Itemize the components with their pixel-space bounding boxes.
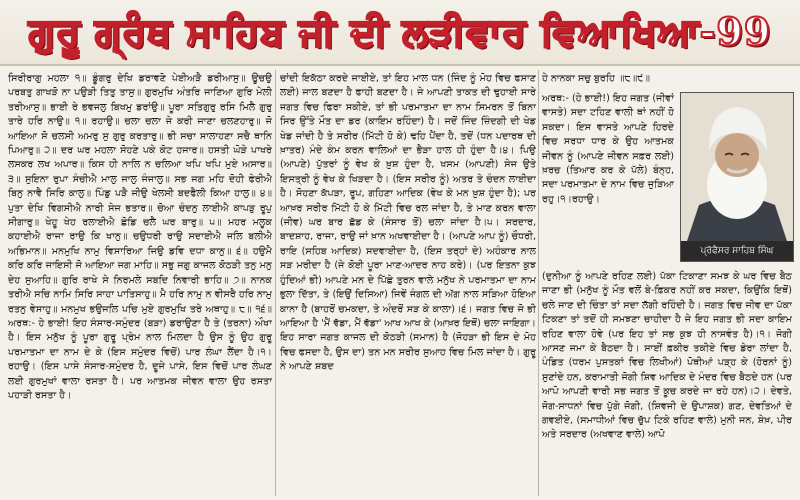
column-3-continued-text: (ਦੁਨੀਆ ਨੂੰ ਆਪਣੇ ਰਹਿਣ ਲਈ) ਪੱਕਾ ਟਿਕਾਣਾ ਸਮਝ ਕੇ ਘਰ ਵਿਚ ਬੈਠ ਜਾਣਾ ਭੀ (ਮਨੁੱਖ ਨੂੰ ਮੌਤ ਵਲੋਂ ਬੇ-ਫ਼ਿਕਰ ਨਹੀਂ ਕਰ ਸਕਦਾ, ਕਿਉਂਕਿ ਇਥੋਂ) ਚਲੇ ਜਾਣ ਦੀ ਚਿੰਤਾ ਤਾਂ ਸਦਾ ਲੱਗੀ ਰਹਿੰਦੀ ਹੈ। ਜਗਤ ਵਿਚ ਜੀਵ ਦਾ ਪੱਕਾ ਟਿਕਣਾ ਤਾਂ ਤਦੋਂ ਹੀ ਸਮਝਣਾ ਚਾਹੀਦਾ ਹੈ ਜੇ ਇਹ ਜਗਤ ਭੀ ਸਦਾ ਕਾਇਮ ਰਹਿਣ ਵਾਲਾ ਹੋਵੇ (ਪਰ ਇਹ ਤਾਂ ਸਭ ਕੁਝ ਹੀ ਨਾਸਵੰਤ ਹੈ)।੧। ਜੋਗੀ ਆਸਣ ਜਮਾ ਕੇ ਬੈਠਦਾ ਹੈ। ਸਾਈਂ ਫ਼ਕੀਰ ਤਕੀਏ ਵਿਚ ਡੇਰਾ ਲਾਂਦਾ ਹੈ, ਪੰਡਿਤ (ਧਰਮ ਪੁਸਤਕਾਂ ਵਿਚ ਲਿਖੀਆਂ) ਪੋਥੀਆਂ ਪੜ੍ਹ ਕੇ (ਹੋਰਨਾਂ ਨੂੰ) ਸੁਣਾਂਦੇ ਹਨ, ਕਰਾਮਾਤੀ ਜੋਗੀ ਸ਼ਿਵ ਆਦਿਕ ਦੇ ਮੰਦਰ ਵਿਚ ਬੈਠਦੇ ਹਨ (ਪਰ ਆਪੋ ਆਪਣੀ ਵਾਰੀ ਸਭ ਜਗਤ ਤੋਂ ਕੂਚ ਕਰਦੇ ਜਾ ਰਹੇ ਹਨ)।੨। ਦੇਵਤੇ, ਜੋਗ-ਸਾਧਨਾਂ ਵਿਚ ਪੁੱਗੇ ਜੋਗੀ, (ਸ਼ਿਵਜੀ ਦੇ ਉਪਾਸ਼ਕ) ਗਣ, ਦੇਵਤਿਆਂ ਦੇ ਗਵਈਏ, (ਸਮਾਧੀਆਂ ਵਿਚ ਚੁੱਪ ਟਿਕੇ ਰਹਿਣ ਵਾਲੇ) ਮੁਨੀ ਜਨ, ਸ਼ੇਖ਼, ਪੀਰ ਅਤੇ ਸਰਦਾਰ (ਅਖਵਾਣ ਵਾਲੇ) ਆਪੋ — [542, 271, 792, 441]
column-3-heading-line — [542, 72, 792, 86]
column-divider — [275, 70, 276, 496]
author-photo — [680, 92, 794, 262]
article-column-2 — [280, 72, 536, 496]
column-2-text: ਚਾਂਦੀ ਇਕੱਠਾ ਕਰਦੇ ਜਾਈਏ, ਤਾਂ ਇਹ ਮਾਲ ਧਨ (ਜਿੰਦ ਨੂੰ ਮੋਹ ਵਿਚ ਫਸਾਣ ਲਈ) ਜਾਲ ਬਣਦਾ ਹੈ ਫਾਹੀ ਬਣਦਾ ਹੈ। ਜੇ ਆਪਣੀ ਤਾਕਤ ਦੀ ਢੁਹਾਈ ਸਾਰੇ ਜਗਤ ਵਿਚ ਫਿਰਾ ਸਕੀਏ, ਤਾਂ ਭੀ ਪਰਮਾਤਮਾ ਦਾ ਨਾਮ ਸਿਮਰਨ ਤੋਂ ਬਿਨਾ ਸਿਰ ਉੱਤੇ ਮੌਤ ਦਾ ਡਰ (ਕਾਇਮ ਰਹਿੰਦਾ) ਹੈ। ਜਦੋਂ ਜਿੰਦ ਜ਼ਿੰਦਗੀ ਦੀ ਖੇਡ ਖੇਡ ਜਾਂਦੀ ਹੈ ਤੇ ਸਰੀਰ (ਮਿੱਟੀ ਹੋ ਕੇ) ਢਹਿ ਪੈਂਦਾ ਹੈ, ਤਦੋਂ (ਧਨ ਪਦਾਰਥ ਦੀ ਖ਼ਾਤਰ) ਮੰਦੇ ਕੰਮ ਕਰਨ ਵਾਲਿਆਂ ਦਾ ਭੈੜਾ ਹਾਲ ਹੀ ਹੁੰਦਾ ਹੈ।੪। ਪਿਉ (ਆਪਣੇ) ਪੁੱਤਰਾਂ ਨੂੰ ਵੇਖ ਕੇ ਖ਼ੁਸ਼ ਹੁੰਦਾ ਹੈ, ਖਸਮ (ਆਪਣੀ) ਸੇਜ ਉਤੇ ਇਸਤ੍ਰੀ ਨੂੰ ਵੇਖ ਕੇ ਖਿੜਦਾ ਹੈ। (ਇਸ ਸਰੀਰ ਨੂੰ) ਅਤਰ ਤੇ ਚੰਦਨ ਲਾਈਦਾ ਹੈ। ਸੋਹਣਾ ਕੱਪੜਾ, ਰੂਪ, ਗਹਿਣਾ ਆਦਿਕ (ਵੇਖ ਕੇ ਮਨ ਖ਼ੁਸ਼ ਹੁੰਦਾ ਹੈ); ਪਰ ਆਖ਼ਰ ਸਰੀਰ ਮਿੱਟੀ ਹੋ ਕੇ ਮਿੱਟੀ ਵਿਚ ਰਲ ਜਾਂਦਾ ਹੈ, ਤੇ ਮਾਣ ਕਰਨ ਵਾਲਾ (ਜੀਵ) ਘਰ ਬਾਰ ਛੱਡ ਕੇ (ਸੰਸਾਰ ਤੋਂ) ਚਲਾ ਜਾਂਦਾ ਹੈ।੫। ਸਰਦਾਰ, ਬਾਦਸ਼ਾਹ, ਰਾਜਾ, ਰਾਉ ਜਾਂ ਖ਼ਾਨ ਅਖਵਾਈਦਾ ਹੈ। (ਆਪਣੇ ਆਪ ਨੂੰ) ਚੌਧਰੀ, ਰਾਇ (ਸਹਿਬ ਆਦਿਕ) ਸਦਵਾਈਦਾ ਹੈ, (ਇਸ ਤਰ੍ਹਾਂ ਦੇ) ਅਹੰਕਾਰ ਨਾਲ ਸੜ ਮਰੀਦਾ ਹੈ (ਜੇ ਕੋਈ ਪੂਰਾ ਮਾਣ-ਆਦਰ ਨਾਹ ਕਰੇ)। (ਪਰ ਇਤਨਾ ਕੁਝ ਹੁੰਦਿਆਂ ਭੀ) ਆਪਣੇ ਮਨ ਦੇ ਪਿੱਛੇ ਤੁਰਨ ਵਾਲੇ ਮਨੁੱਖ ਨੇ ਪਰਮਾਤਮਾ ਦਾ ਨਾਮ ਭੁਲਾ ਦਿੱਤਾ, ਤੇ (ਇਉਂ ਦਿਸਿਆ) ਜਿਵੇਂ ਜੰਗਲ ਦੀ ਅੱਗ ਨਾਲ ਸੜਿਆ ਹੋਇਆ ਕਾਨਾ ਹੈ (ਬਾਹਰੋਂ ਚਮਕਦਾ, ਤੇ ਅੰਦਰੋਂ ਸੜ ਕੇ ਕਾਲਾ)।੬। ਜਗਤ ਵਿਚ ਜੋ ਭੀ ਆਇਆ ਹੈ 'ਮੈਂ ਵੱਡਾ, ਮੈਂ ਵੱਡਾ' ਆਖ ਆਖ ਕੇ (ਆਖ਼ਰ ਇਥੋਂ) ਚਲਾ ਜਾਇਗਾ। ਇਹ ਸਾਰਾ ਜਗਤ ਕਾਜਲ ਦੀ ਕੋਠੜੀ (ਸਮਾਨ) ਹੈ (ਜੋਹੜਾ ਭੀ ਇਸ ਦੇ ਮੋਹ ਵਿਚ ਫਸਦਾ ਹੈ, ਉਸ ਦਾ) ਤਨ ਮਨ ਸਰੀਰ ਸੁਆਹ ਵਿਚ ਮਿਲ ਜਾਂਦਾ ਹੈ। ਗੁਰੂ ਨੇ ਆਪਣੇ ਸ਼ਬਦ — [280, 73, 536, 373]
article-column-3-continued — [542, 270, 792, 496]
column-3-top-text: ਹੇ ਨਾਨਕਾ ਸਚੁ ਬੁਰਹਿ ॥੮॥੯॥ — [542, 73, 650, 84]
column-divider — [538, 70, 539, 496]
author-portrait-image — [681, 93, 793, 241]
photo-caption: ਪ੍ਰੋਫੈਸਰ ਸਾਹਿਬ ਸਿੰਘ — [681, 241, 793, 261]
article-column-3 — [542, 92, 674, 268]
headline: ਗੁਰੂ ਗ੍ਰੰਥ ਸਾਹਿਬ ਜੀ ਦੀ ਲੜੀਵਾਰ ਵਿਆਖਿਆ-99 — [0, 0, 800, 66]
column-3-text: ਅਰਥ:- (ਹੇ ਭਾਈ!) ਇਹ ਜਗਤ (ਜੀਵਾਂ ਵਾਸਤੇ) ਸਦਾ ਟਹਿਣ ਵਾਲੀ ਥਾਂ ਨਹੀਂ ਹੋ ਸਕਦਾ। ਇਸ ਵਾਸਤੇ ਆਪਣੇ ਹਿਰਦੇ ਵਿਚ ਸਰਧਾ ਧਾਰ ਕੇ ਉਹ ਆਤਮਕ ਜੀਵਨ ਨੂੰ (ਆਪਣੇ ਜੀਵਨ ਸਫ਼ਰ ਲਈ) ਖ਼ਰਚ (ਤਿਆਰ ਕਰ ਕੇ ਪੱਲੇ) ਬੰਨ੍ਹ, ਸਦਾ ਪਰਮਾਤਮਾ ਦੇ ਨਾਮ ਵਿਚ ਜੁੜਿਆ ਰਹੁ।੧।ਰਹਾਉ। — [542, 93, 674, 205]
column-1-text: ਸਿਰੀਰਾਗੁ ਮਹਲਾ ੧॥ ਡੂੰਗਰੁ ਦੇਖਿ ਡਰਾਵਣੋ ਪੇਈਅੜੈ ਡਰੀਆਸੁ॥ ਊਚਉ ਪਰਬਤੁ ਗਾਖੜੋ ਨਾ ਪਉੜੀ ਤਿਤੁ ਤਾਸੁ॥ ਗੁਰਮੁਖਿ ਅੰਤਰਿ ਜਾਣਿਆ ਗੁਰਿ ਮੇਲੀ ਤਰੀਆਸੁ॥ ਭਾਈ ਰੇ ਭਵਜਲੁ ਬਿਖਮੁ ਡਰਾਂਉ॥ ਪੂਰਾ ਸਤਿਗੁਰੁ ਰਸਿ ਮਿਲੈ ਗੁਰੁ ਤਾਰੇ ਹਰਿ ਨਾਉ॥ ੧॥ ਰਹਾਉ॥ ਚਲਾ ਚਲਾ ਜੇ ਕਰੀ ਜਾਣਾ ਚਲਣਹਾਰੁ॥ ਜੋ ਆਇਆ ਸੋ ਚਲਸੀ ਅਮਰੁ ਸੁ ਗੁਰੁ ਕਰਤਾਰੁ॥ ਭੀ ਸਚਾ ਸਾਲਾਹਣਾ ਸਚੈ ਥਾਨਿ ਪਿਆਰੁ॥ ੨॥ ਦਰ ਘਰ ਮਹਲਾ ਸੋਹਣੇ ਪਕੇ ਕੋਟ ਹਜਾਰ॥ ਹਸਤੀ ਘੋੜੇ ਪਾਖਰੇ ਲਸਕਰ ਲਖ ਅਪਾਰ॥ ਕਿਸ ਹੀ ਨਾਲਿ ਨ ਚਲਿਆ ਖਪਿ ਖਪਿ ਮੁਏ ਅਸਾਰ॥ ੩॥ ਸੁਇਨਾ ਰੁਪਾ ਸੰਚੀਐ ਮਾਲੁ ਜਾਲੁ ਜੰਜਾਲੁ॥ ਸਭ ਜਗ ਮਹਿ ਦੋਹੀ ਫੇਰੀਐ ਬਿਨੁ ਨਾਵੈ ਸਿਰਿ ਕਾਲੁ॥ ਪਿੰਡੁ ਪੜੈ ਜੀਉ ਖੇਲਸੀ ਬਦਫੈਲੀ ਕਿਆ ਹਾਲੁ॥ ੪॥ ਪੁਤਾ ਦੇਖਿ ਵਿਗਸੀਐ ਨਾਰੀ ਸੇਜ ਭਤਾਰ॥ ਚੋਆ ਚੰਦਨੁ ਲਾਈਐ ਕਾਪੜੁ ਰੂਪੁ ਸੀਗਾਰੁ॥ ਖੇਹੂ ਖੇਹ ਰਲਾਈਐ ਛੋਡਿ ਚਲੈ ਘਰ ਬਾਰੁ॥ ੫॥ ਮਹਰ ਮਲੂਕ ਕਹਾਈਐ ਰਾਜਾ ਰਾਉ ਕਿ ਖਾਨੁ॥ ਚਉਧਰੀ ਰਾਉ ਸਦਾਈਐ ਜਲਿ ਬਲੀਐ ਅਭਿਮਾਨ॥ ਮਨਮੁਖਿ ਨਾਮੁ ਵਿਸਾਰਿਆ ਜਿਉ ਡਵਿ ਦਧਾ ਕਾਨੁ॥ ੬॥ ਹਉਮੈ ਕਰਿ ਕਰਿ ਜਾਇਸੀ ਜੋ ਆਇਆ ਜਗ ਮਾਹਿ॥ ਸਭੁ ਜਗੁ ਕਾਜਲ ਕੋਠੜੀ ਤਨੁ ਮਨੁ ਦੇਹ ਸੁਆਹਿ॥ ਗੁਰਿ ਰਾਖੇ ਸੇ ਨਿਰਮਲੇ ਸਬਦਿ ਨਿਵਾਰੀ ਭਾਹਿ॥ ੭॥ ਨਾਨਕ ਤਰੀਐ ਸਚਿ ਨਾਮਿ ਸਿਰਿ ਸਾਹਾ ਪਾਤਿਸਾਹੁ॥ ਮੈ ਹਰਿ ਨਾਮੁ ਨ ਵੀਸਰੈ ਹਰਿ ਨਾਮੁ ਰਤਨੁ ਵੇਸਾਹੁ॥ ਮਨਮੁਖ ਭਉਜਲਿ ਪਚਿ ਮੁਏ ਗੁਰਮੁਖਿ ਤਰੇ ਅਥਾਹੁ॥ ੮॥ ੧੬॥ ਅਰਥ:- ਹੇ ਭਾਈ! ਇਹ ਸੰਸਾਰ-ਸਮੁੰਦਰ (ਬੜਾ) ਡਰਾਉਣਾ ਹੈ ਤੇ (ਤਰਨਾ) ਔਖਾ ਹੈ। ਇਸ ਮਨੁੱਖ ਨੂੰ ਪੂਰਾ ਗੁਰੂ ਪ੍ਰੇਮ ਨਾਲ ਮਿਲਦਾ ਹੈ ਉਸ ਨੂੰ ਉਹ ਗੁਰੂ ਪਰਮਾਤਮਾ ਦਾ ਨਾਮ ਦੇ ਕੇ (ਇਸ ਸਮੁੰਦਰ ਵਿਚੋਂ) ਪਾਰ ਲੰਘਾ ਲੈਂਦਾ ਹੈ।੧।ਰਹਾਉ। (ਇਸ ਪਾਸੇ ਸੰਸਾਰ-ਸਮੁੰਦਰ ਹੈ, ਦੂਜੇ ਪਾਸੇ, ਇਸ ਵਿਚੋਂ ਪਾਰ ਲੰਘਣ ਲਈ ਗੁਰਮੁਖਾਂ ਵਾਲਾ ਰਸਤਾ ਹੈ। ਪਰ ਆਤਮਕ ਜੀਵਨ ਵਾਲਾ ਉਹ ਰਸਤਾ ਪਹਾੜੀ ਰਸਤਾ ਹੈ। — [8, 73, 272, 401]
article-column-1 — [8, 72, 272, 496]
